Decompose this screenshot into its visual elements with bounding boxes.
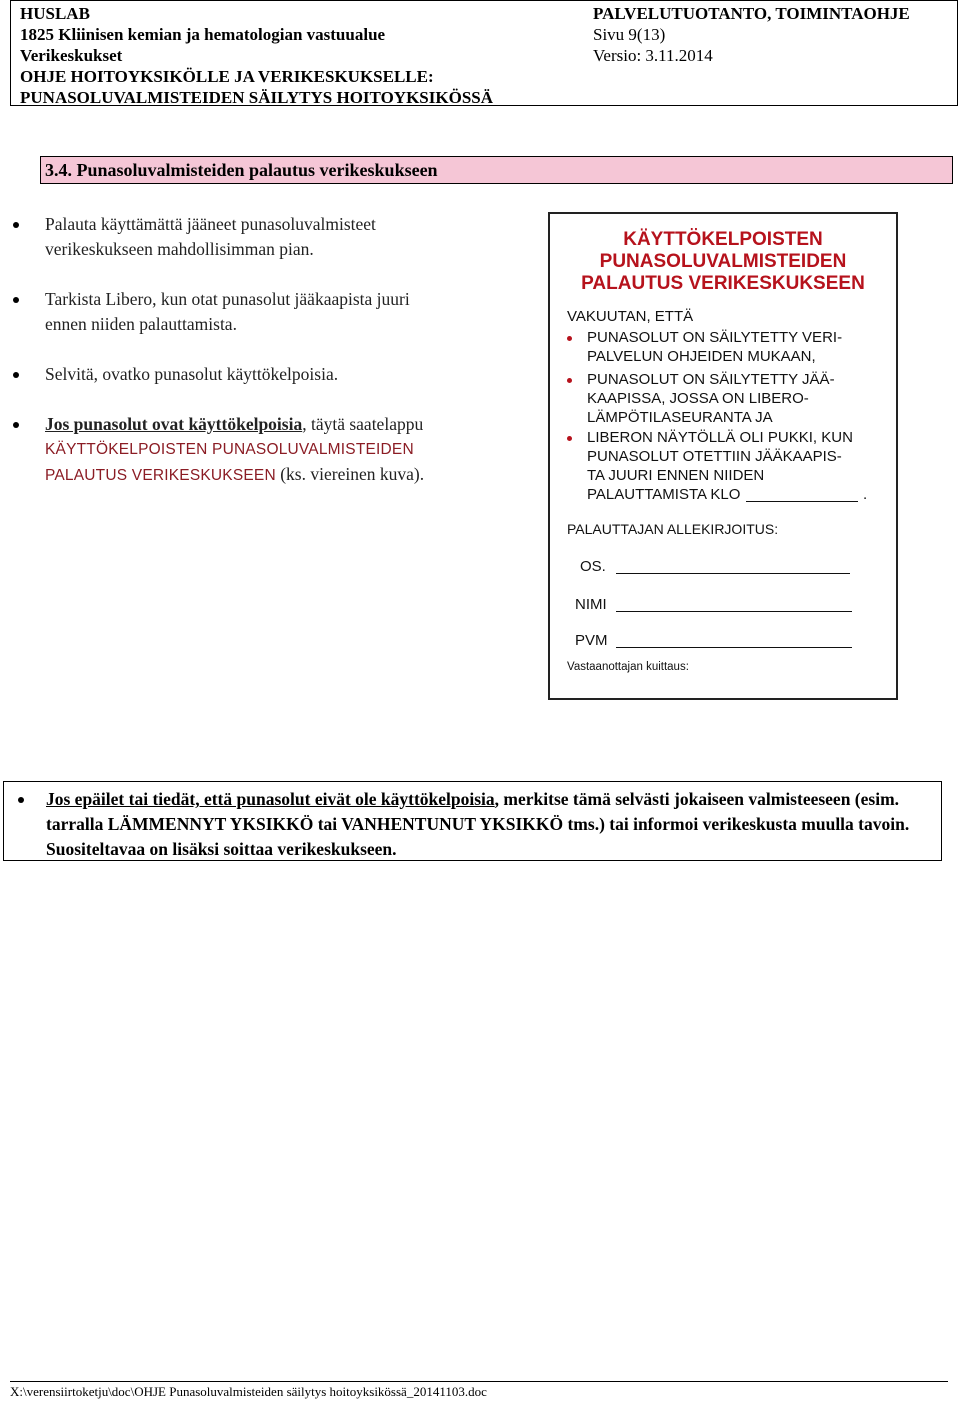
form-item-3-end: . xyxy=(863,486,868,503)
form-pvm-line xyxy=(616,647,852,648)
bullet-1-line-2: verikeskukseen mahdollisimman pian. xyxy=(45,239,314,259)
list-item xyxy=(45,412,424,488)
section-title: 3.4. Punasoluvalmisteiden palautus verikeskukseen xyxy=(40,156,953,184)
form-title-2: PUNASOLUVALMISTEIDEN xyxy=(599,251,847,272)
form-item-1-line-2: PALVELUN OHJEIDEN MUKAAN, xyxy=(587,348,816,365)
form-item-3-line-2: PUNASOLUT OTETTIIN JÄÄKAAPIS- xyxy=(587,448,842,465)
header-doc-title-2: PUNASOLUVALMISTEIDEN SÄILYTYS HOITOYKSIKÖSSÄ xyxy=(20,88,494,107)
list-item xyxy=(45,212,376,262)
document-header xyxy=(10,0,958,106)
form-receiver-label: Vastaanottajan kuittaus: xyxy=(567,661,689,673)
bullet-icon xyxy=(13,372,19,378)
form-assure: VAKUUTAN, ETTÄ xyxy=(567,308,694,325)
form-bullet-icon xyxy=(567,436,572,441)
form-time-line xyxy=(746,501,858,502)
bullet-icon xyxy=(13,297,19,303)
bullet-icon xyxy=(13,422,19,428)
footer-file-path: X:\verensiirtoketju\doc\OHJE Punasoluvalmisteiden säilytys hoitoyksikössä_20141103.doc xyxy=(10,1381,948,1401)
form-item-3-line-1: LIBERON NÄYTÖLLÄ OLI PUKKI, KUN xyxy=(587,429,853,446)
form-bullet-icon xyxy=(567,336,572,341)
list-item xyxy=(45,362,338,387)
warning-emphasis: Jos epäilet tai tiedät, että punasolut eivät ole käyttökelpoisia xyxy=(46,789,495,809)
form-signature-label: PALAUTTAJAN ALLEKIRJOITUS: xyxy=(567,521,779,537)
form-title-3: PALAUTUS VERIKESKUKSEEN xyxy=(581,273,865,294)
bullet-2-line-2: ennen niiden palauttamista. xyxy=(45,314,237,334)
bullet-2-line-1: Tarkista Libero, kun otat punasolut jääkaapista juuri xyxy=(45,289,410,309)
form-item-2-line-2: KAAPISSA, JOSSA ON LIBERO- xyxy=(587,390,809,407)
form-item-2-line-3: LÄMPÖTILASEURANTA JA xyxy=(587,409,773,426)
header-category: PALVELUTUOTANTO, TOIMINTAOHJE xyxy=(593,4,910,23)
warning-rest: , merkitse tämä selvästi jokaiseen valmisteeseen (esim. tarralla LÄMMENNYT YKSIKKÖ tai VANHENTUNUT YKSIKKÖ tms.) tai informoi verikeskusta muulla tavoin. Suositeltavaa on lisäksi soittaa verikeskukseen. xyxy=(46,789,910,859)
header-page: Sivu 9(13) xyxy=(593,25,666,44)
header-unit: 1825 Kliinisen kemian ja hematologian vastuualue xyxy=(20,25,386,44)
return-form-image xyxy=(548,212,898,700)
header-doc-title-1: OHJE HOITOYKSIKÖLLE JA VERIKESKUKSELLE: xyxy=(20,67,434,86)
bullet-4-tail: (ks. viereinen kuva). xyxy=(275,464,425,484)
bullet-icon xyxy=(13,222,19,228)
warning-box xyxy=(3,781,942,861)
form-bullet-icon xyxy=(567,378,572,383)
bullet-4-emphasis: Jos punasolut ovat käyttökelpoisia xyxy=(45,414,303,434)
warning-text xyxy=(46,787,936,862)
bullet-3: Selvitä, ovatko punasolut käyttökelpoisia. xyxy=(45,364,339,384)
form-os-line xyxy=(616,573,850,574)
form-item-3-line-3: TA JUURI ENNEN NIIDEN xyxy=(587,467,765,484)
form-nimi-line xyxy=(616,611,852,612)
header-version: Versio: 3.11.2014 xyxy=(593,46,713,65)
list-item xyxy=(45,287,410,337)
form-pvm-label: PVM xyxy=(575,632,608,649)
bullet-icon xyxy=(18,797,24,803)
bullet-1-line-1: Palauta käyttämättä jääneet punasoluvalmisteet xyxy=(45,214,376,234)
form-os-label: OS. xyxy=(580,558,606,575)
bullet-4-form-name-1: KÄYTTÖKELPOISTEN PUNASOLUVALMISTEIDEN xyxy=(45,441,414,458)
bullet-4-form-name-2: PALAUTUS VERIKESKUKSEEN xyxy=(45,467,276,484)
form-title-1: KÄYTTÖKELPOISTEN xyxy=(623,229,823,250)
form-item-1-line-1: PUNASOLUT ON SÄILYTETTY VERI- xyxy=(587,329,843,346)
form-item-3-line-4: PALAUTTAMISTA KLO xyxy=(587,486,741,503)
header-org: HUSLAB xyxy=(20,4,90,23)
form-nimi-label: NIMI xyxy=(575,596,607,613)
form-item-2-line-1: PUNASOLUT ON SÄILYTETTY JÄÄ- xyxy=(587,371,835,388)
header-department: Verikeskukset xyxy=(20,46,123,65)
bullet-4-rest: , täytä saatelappu xyxy=(302,414,424,434)
